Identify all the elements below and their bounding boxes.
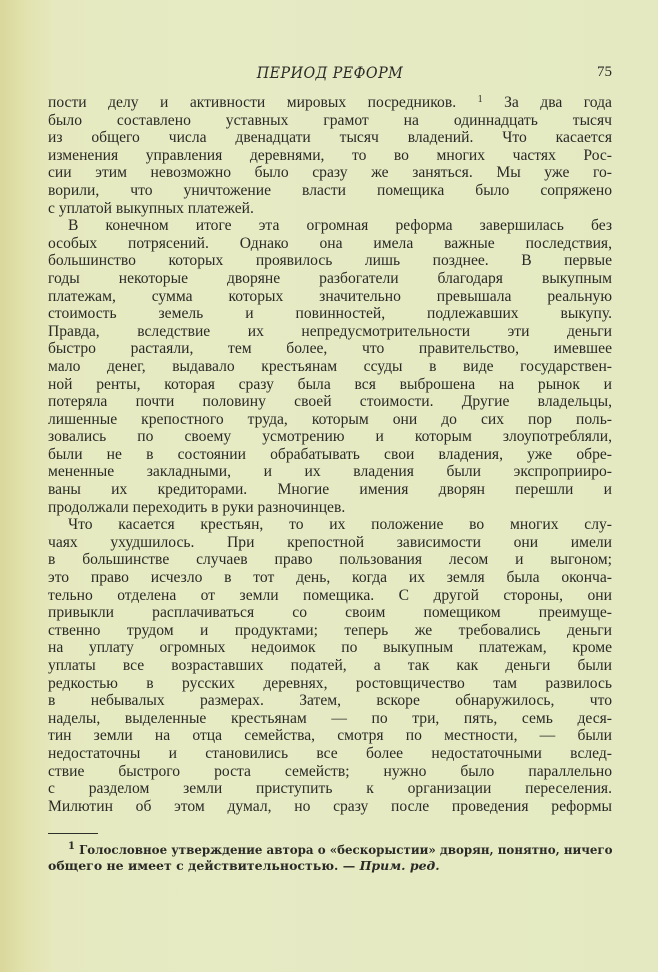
running-head: [48, 64, 612, 84]
text-line: в небывалых размерах. Затем, вскоре обнаружилось, что: [48, 692, 612, 710]
footnote-marker: 1: [68, 841, 75, 852]
text-line: уплаты все возраставших податей, а так как деньги были: [48, 657, 612, 674]
line-text: За два года: [504, 94, 612, 111]
footnotes: [48, 842, 612, 874]
text-line: тельно отделена от земли помещика. С другой стороны, они: [48, 586, 612, 604]
text-line: чаях ухудшилось. При крепостной зависимости они имели: [48, 533, 612, 551]
body-text: [48, 94, 612, 815]
text-line: редкостью в русских деревнях, ростовщичество там развилось: [48, 674, 612, 692]
text-line: зовались по своему усмотрению и которым злоупотребляли,: [48, 428, 612, 446]
text-line: с уплатой выкупных платежей.: [48, 199, 254, 217]
editor-note-signature: Прим. ред.: [359, 858, 440, 873]
text-line: быстро растаяли, тем более, что правительство, имевшее: [48, 340, 612, 358]
paragraph-start: В конечном итоге эта огромная реформа завершилась без: [68, 217, 612, 235]
text-line: потеряла почти половину своей стоимости. Другие владельцы,: [48, 393, 612, 411]
text-line: годы некоторые дворяне разбогатели благодаря выкупным: [48, 269, 612, 287]
text-line: мененные закладными, и их владения были экспроприиро-: [48, 463, 612, 481]
footnote-text: общего не имеет с действительностью. —: [48, 858, 356, 873]
text-line: ствие быстрого роста семейств; нужно было параллельно: [48, 762, 612, 780]
paragraph-start: Что касается крестьян, то их положение во многих слу-: [68, 516, 612, 534]
footnote-divider: [48, 833, 98, 834]
text-line: наделы, выделенные крестьянам — по три, пять, семь деся-: [48, 709, 612, 727]
text-line: с разделом земли приступить к организации переселения.: [48, 780, 612, 798]
text-line: мало денег, выдавало крестьянам ссуды в виде государствен-: [48, 357, 612, 375]
text-line: сии этим невозможно было сразу же заняться. Мы уже го-: [48, 164, 612, 182]
footnote-text: Голословное утверждение автора о «бескорыстии» дворян, понятно, ничего: [79, 843, 613, 857]
line-text: пости делу и активности мировых посредников.: [48, 94, 457, 111]
text-line: изменения управления деревнями, то во многих частях Рос-: [48, 146, 612, 164]
text-line: ваны их кредиторами. Многие имения дворян перешли и: [48, 481, 612, 499]
text-line: особых потрясений. Однако она имела важные последствия,: [48, 234, 612, 252]
text-line: ной ренты, которая сразу была вся выброшена на рынок и: [48, 375, 612, 393]
text-line: на уплату огромных недоимок по выкупным платежам, кроме: [48, 639, 612, 657]
text-line: было составлено уставных грамот на одиннадцать тысяч: [48, 111, 612, 129]
text-line: продолжали переходить в руки разночинцев.: [48, 498, 346, 516]
text-line: тин земли на отца семейства, смотря по местности, — были: [48, 727, 612, 745]
text-line: в большинстве случаев право пользования лесом и выгоном;: [48, 551, 612, 569]
footnote-line: [48, 858, 612, 874]
text-line: платежам, сумма которых значительно превышала реальную: [48, 287, 612, 305]
text-line: это право исчезло в тот день, когда их земля была оконча-: [48, 569, 612, 587]
text-line: [48, 94, 612, 112]
text-line: Милютин об этом думал, но сразу после проведения реформы: [48, 797, 612, 815]
text-line: из общего числа двенадцати тысяч владений. Что касается: [48, 129, 612, 147]
text-line: были не в состоянии обрабатывать свои владения, уже обре-: [48, 445, 612, 463]
page-number: 75: [597, 64, 612, 80]
text-line: ственно трудом и продуктами; теперь же требовались деньги: [48, 621, 612, 639]
text-line: большинство которых проявилось лишь позднее. В первые: [48, 252, 612, 270]
text-line: лишенные крепостного труда, которым они до сих пор поль-: [48, 410, 612, 428]
footnote-reference[interactable]: 1: [477, 94, 483, 105]
text-line: ворили, что уничтожение власти помещика было сопряжено: [48, 181, 612, 199]
text-line: недостаточны и становились все более недостаточными вслед-: [48, 744, 612, 762]
text-line: стоимость земель и повинностей, подлежавших выкупу.: [48, 305, 612, 323]
footnote-line: [48, 842, 612, 858]
text-line: привыкли расплачиваться со своим помещиком преимуще-: [48, 604, 612, 622]
running-title: ПЕРИОД РЕФОРМ: [256, 64, 404, 82]
text-line: Правда, вследствие их непредусмотрительности эти деньги: [48, 322, 612, 340]
